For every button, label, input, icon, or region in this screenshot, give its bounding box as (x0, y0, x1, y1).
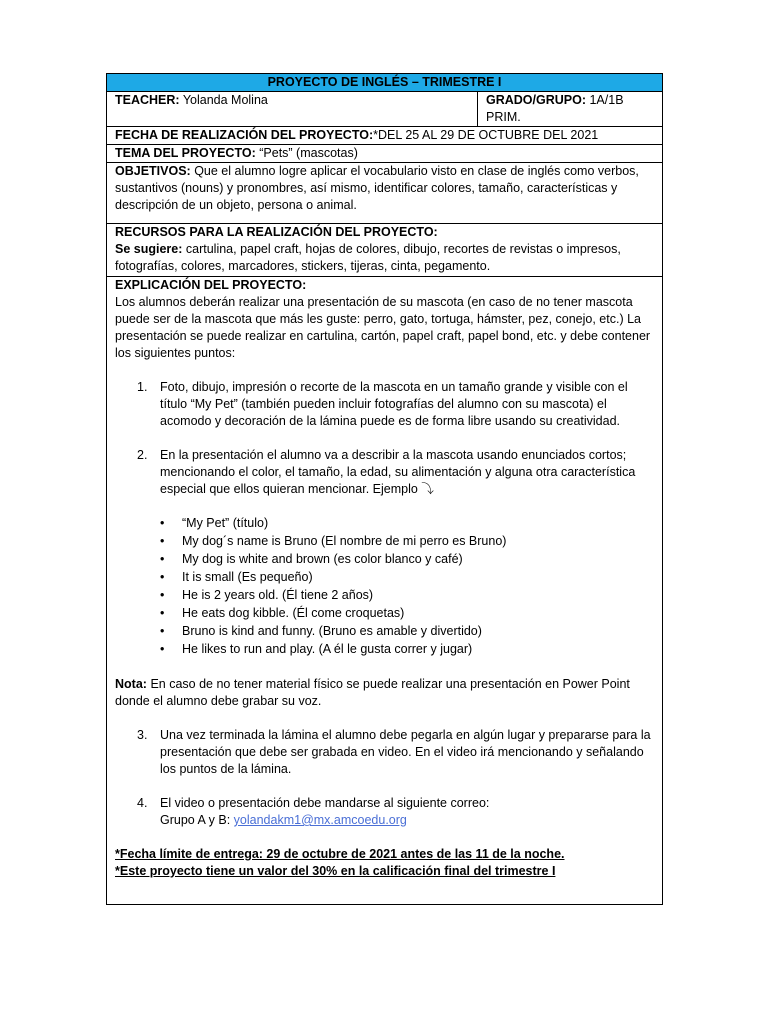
fecha-label: FECHA DE REALIZACIÓN DEL PROYECTO: (115, 128, 374, 142)
point-3 (115, 727, 654, 778)
point-2 (115, 447, 654, 498)
point-1-text: Foto, dibujo, impresión o recorte de la mascota en un tamaño grande y visible con el título “My Pet” (también pueden incluir fotografías del alumno con su mascota) el acomodo y decoración de la lámina puede es de forma libre usando su creatividad. (160, 380, 628, 428)
teacher-row (107, 92, 663, 127)
value-note: *Este proyecto tiene un valor del 30% en la calificación final del trimestre I (115, 864, 556, 878)
example-item: • He likes to run and play. (A él le gusta correr y jugar) (115, 641, 654, 659)
explicacion-cell (107, 277, 663, 905)
nota-label: Nota: (115, 677, 147, 691)
teacher-cell (107, 92, 478, 127)
examples-list (115, 515, 654, 659)
example-item: • Bruno is kind and funny. (Bruno es amable y divertido) (115, 623, 654, 641)
grado-cell (478, 92, 663, 127)
point-3-number: 3. (137, 728, 148, 742)
explicacion-intro: Los alumnos deberán realizar una presentación de su mascota (en caso de no tener mascota puede ser de la mascota que más les guste: perro, gato, tortuga, hámster, pez, conejo, etc.) La presentación se puede realizar en cartulina, cartón, papel craft, papel bond, etc. y debe contener los siguientes puntos: (115, 295, 651, 360)
points-list-b (115, 727, 654, 829)
objetivos-label: OBJETIVOS: (115, 164, 191, 178)
explicacion-row (107, 277, 663, 905)
objetivos-row (107, 163, 663, 224)
point-1-number: 1. (137, 380, 148, 394)
point-2-text: En la presentación el alumno va a describir a la mascota usando enunciados cortos; mencionando el color, el tamaño, la edad, su alimentación y alguna otra característica especial que ellos quieran mencionar. Ejemplo ⤵ (160, 448, 636, 496)
point-4-text: El video o presentación debe mandarse al siguiente correo: (160, 796, 490, 810)
grado-value: 1A/1B PRIM. (486, 93, 624, 124)
tema-value: “Pets” (mascotas) (259, 146, 358, 160)
recursos-label: Se sugiere: (115, 242, 183, 256)
example-item: • He eats dog kibble. (Él come croquetas) (115, 605, 654, 623)
project-title: PROYECTO DE INGLÉS – TRIMESTRE I (107, 74, 663, 92)
explicacion-heading: EXPLICACIÓN DEL PROYECTO: (115, 278, 307, 292)
fecha-value: *DEL 25 AL 29 DE OCTUBRE DEL 2021 (373, 128, 599, 142)
project-table (106, 73, 663, 905)
grado-label: GRADO/GRUPO: (486, 93, 586, 107)
teacher-name: Yolanda Molina (182, 93, 268, 107)
title-row (107, 74, 663, 92)
fecha-cell (107, 127, 663, 145)
point-1 (115, 379, 654, 430)
recursos-text: cartulina, papel craft, hojas de colores, dibujo, recortes de revistas o impresos, fotografías, colores, marcadores, stickers, tijeras, cinta, pegamento. (115, 242, 621, 273)
tema-row (107, 145, 663, 163)
point-3-text: Una vez terminada la lámina el alumno debe pegarla en algún lugar y prepararse para la presentación que debe ser grabada en video. En el video irá mencionando y señalando los puntos de la lámina. (160, 728, 651, 776)
points-list-a (115, 379, 654, 498)
example-item: • My dog´s name is Bruno (El nombre de mi perro es Bruno) (115, 533, 654, 551)
example-item: • My dog is white and brown (es color blanco y café) (115, 551, 654, 569)
example-item: • It is small (Es pequeño) (115, 569, 654, 587)
email-link[interactable]: yolandakm1@mx.amcoedu.org (233, 813, 407, 827)
point-4-number: 4. (137, 796, 148, 810)
nota (115, 676, 654, 710)
nota-text: En caso de no tener material físico se puede realizar una presentación en Power Point donde el alumno debe grabar su voz. (115, 677, 630, 708)
deadline-note: *Fecha límite de entrega: 29 de octubre de 2021 antes de las 11 de la noche. (115, 847, 565, 861)
example-item: • “My Pet” (título) (115, 515, 654, 533)
point-4 (115, 795, 654, 829)
tema-label: TEMA DEL PROYECTO: (115, 146, 256, 160)
point-2-number: 2. (137, 448, 148, 462)
recursos-cell (107, 224, 663, 277)
objetivos-cell (107, 163, 663, 224)
fecha-row (107, 127, 663, 145)
teacher-label: TEACHER: (115, 93, 180, 107)
example-item: • He is 2 years old. (Él tiene 2 años) (115, 587, 654, 605)
objetivos-text: Que el alumno logre aplicar el vocabulario visto en clase de inglés como verbos, sustantivos (nouns) y pronombres, así mismo, identificar colores, tamaño, características y descripción de un objeto, persona o animal. (115, 164, 639, 212)
recursos-heading: RECURSOS PARA LA REALIZACIÓN DEL PROYECTO: (115, 225, 438, 239)
tema-cell (107, 145, 663, 163)
group-label: Grupo A y B: (160, 813, 231, 827)
recursos-row (107, 224, 663, 277)
